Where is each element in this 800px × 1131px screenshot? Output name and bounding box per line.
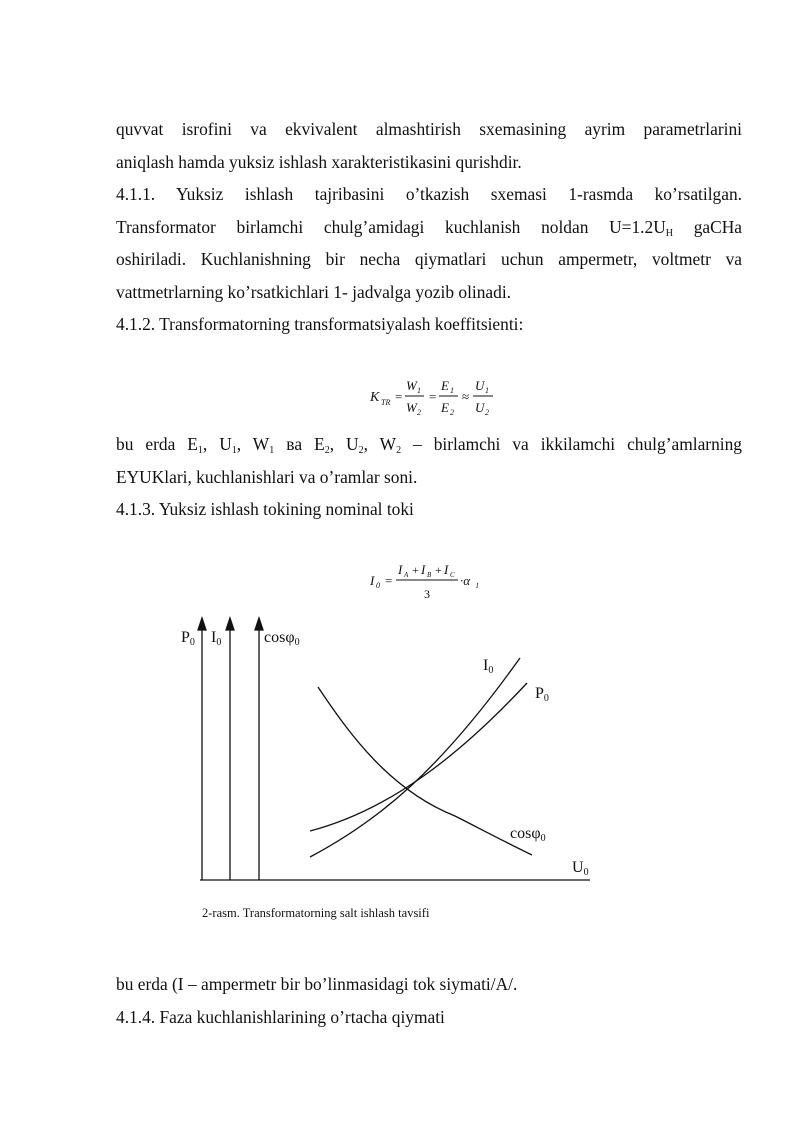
svg-text:I: I <box>421 562 426 577</box>
svg-text:I: I <box>444 562 449 577</box>
curve-cos-label: cosφ0 <box>510 825 546 844</box>
cos-axis-label: cosφ0 <box>264 629 300 648</box>
svg-text:1: 1 <box>485 386 489 395</box>
svg-text:B: B <box>427 571 432 579</box>
section-heading: 4.1.3. Yuksiz ishlash tokining nominal toki <box>116 499 414 519</box>
svg-text:C: C <box>450 571 455 579</box>
paragraph-line: oshiriladi. Kuchlanishning bir necha qiymatlari uchun ampermetr, voltmetr va <box>116 249 742 269</box>
curve-p0 <box>310 683 527 831</box>
i0-axis-label: I0 <box>211 629 222 648</box>
svg-text:E: E <box>441 400 449 415</box>
svg-text:E: E <box>441 378 449 393</box>
svg-text:TR: TR <box>381 398 391 407</box>
svg-text:A: A <box>404 571 409 579</box>
section-heading: 4.1.2. Transformatorning transformatsiyalash koeffitsienti: <box>116 314 524 334</box>
svg-text:=: = <box>429 389 437 404</box>
svg-text:K: K <box>370 390 380 405</box>
curve-i0 <box>310 658 520 857</box>
svg-text:I: I <box>370 573 375 588</box>
paragraph-line: bu erda (I – ampermetr bir bo’linmasidagi tok siymati/A/. <box>116 974 518 994</box>
paragraph-line: aniqlash hamda yuksiz ishlash xarakteristikasini qurishdir. <box>116 152 522 172</box>
paragraph-line: Transformator birlamchi chulg’amidagi kuchlanish noldan $U=1.2U_H$ gaCHa <box>116 217 742 239</box>
svg-text:I: I <box>398 562 403 577</box>
svg-text:W: W <box>406 378 417 393</box>
svg-text:2: 2 <box>450 408 454 417</box>
svg-text:3: 3 <box>424 587 430 601</box>
svg-text:+: + <box>412 563 419 577</box>
curve-i0-label: I0 <box>483 657 494 676</box>
section-heading: 4.1.4. Faza kuchlanishlarining o’rtacha qiymati <box>116 1007 445 1027</box>
svg-text:1: 1 <box>450 386 454 395</box>
formula-transformation-ratio <box>368 372 508 422</box>
svg-text:=: = <box>395 389 403 404</box>
svg-text:1: 1 <box>417 386 421 395</box>
svg-text:W: W <box>406 400 417 415</box>
svg-text:≈: ≈ <box>462 389 470 404</box>
svg-text:0: 0 <box>376 581 380 590</box>
curve-cosphi <box>318 687 532 855</box>
svg-text:U: U <box>475 378 485 393</box>
cos-axis-arrow <box>255 618 263 630</box>
curve-p0-label: P0 <box>535 685 549 704</box>
svg-text:·α: ·α <box>460 573 471 588</box>
paragraph-line: vattmetrlarning ko’rsatkichlari 1- jadvalga yozib olinadi. <box>116 282 512 302</box>
svg-text:+: + <box>435 563 442 577</box>
paragraph-line: bu erda $E_1$, $U_1$, $W_1$ вa $E_2$, $U_2$, $W_2$ – birlamchi va ikkilamchi chulg’amlarning <box>116 434 743 456</box>
p0-axis-label: P0 <box>181 629 195 648</box>
svg-text:I: I <box>476 582 479 590</box>
u0-axis-label: U0 <box>572 859 589 878</box>
paragraph-line: 4.1.1. Yuksiz ishlash tajribasini o’tkazish sxemasi 1-rasmda ko’rsatilgan. <box>116 184 742 204</box>
paragraph-line: EYUKlari, kuchlanishlari va o’ramlar soni. <box>116 467 418 487</box>
svg-text:2: 2 <box>485 408 489 417</box>
formula-no-load-current <box>368 556 508 608</box>
paragraph-line: quvvat isrofini va ekvivalent almashtirish sxemasining ayrim parametrlarini <box>116 119 742 139</box>
svg-text:=: = <box>385 573 393 588</box>
p0-axis-arrow <box>198 618 206 630</box>
svg-text:2: 2 <box>417 408 421 417</box>
i0-axis-arrow <box>226 618 234 630</box>
svg-text:U: U <box>475 400 485 415</box>
figure-caption: 2-rasm. Transformatorning salt ishlash tavsifi <box>202 906 430 920</box>
